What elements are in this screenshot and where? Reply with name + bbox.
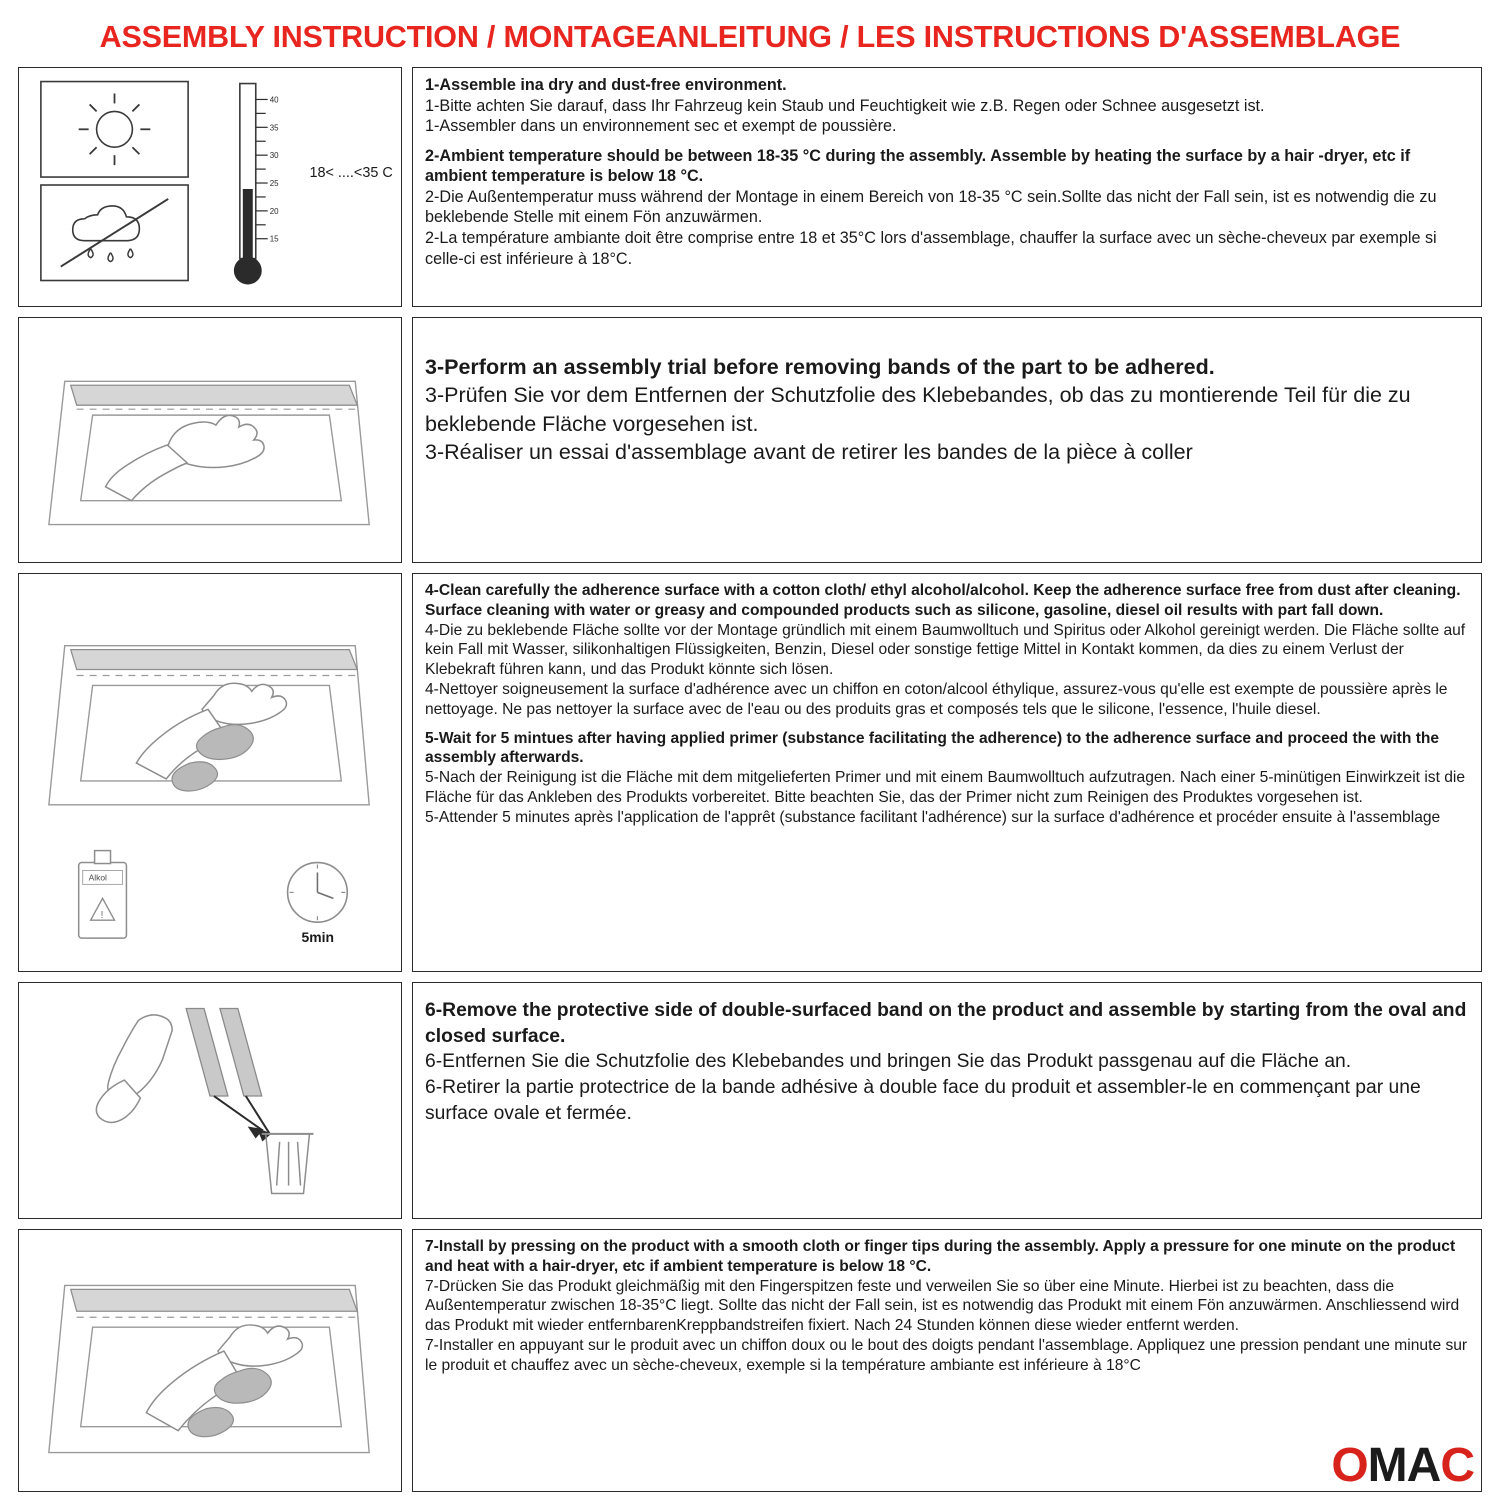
figure-assembly-trial [18,317,402,563]
text-step-6 [412,982,1482,1219]
svg-text:20: 20 [269,206,279,216]
step-6-line-2: 6-Entfernen Sie die Schutzfolie des Klebebandes und bringen Sie das Produkt passgenau auf die Fläche an. [425,1051,1352,1073]
step-4-line-2: 4-Die zu beklebende Fläche sollte vor der Montage gründlich mit einem Baumwolltuch und Spiritus oder Alkohol gereinigt werden. Die Fläche sollte auf kein Fall mit Wasser, silikonhaltigen Flüssigkeiten, Benzin, Diesel oder sonstige fettige Mittel in Kontakt kommen, da dies zu einem Verlust der Klebekraft führen kann, und das Produkt könnte sich lösen. [425,621,1466,679]
step-7-line-2: 7-Drücken Sie das Produkt gleichmäßig mit den Fingerspitzen feste und verweilen Sie so über eine Minute. Hierbei ist zu beachten, dass die Außentemperatur zwischen 18-35°C liegt. Sollte das nicht der Fall sein, ist es notwendig das Produkt mit einem Fön anzuwärmen. Anschliessend wird das Produkt mit wieder entfernbarenKreppbandstreifen fixiert. Nach 24 Stunden können diese wieder entfernt werden. [425,1277,1460,1335]
figure-assembly-trial-svg [19,318,401,562]
step-5-line-3: 5-Attender 5 minutes après l'application de l'apprêt (substance facilitant l'adhérence) sur la surface d'adhérence et procéder ensuite à l'assemblage [425,808,1441,826]
omac-logo [1331,1439,1474,1492]
svg-text:35: 35 [269,123,279,133]
instruction-rows [18,67,1482,1492]
instruction-row-4 [18,982,1482,1219]
figure-environment-temperature-svg [19,68,401,306]
temperature-range-label: 18< ....<35 C [309,165,393,182]
figure-press-product [18,1229,402,1492]
text-steps-4-5 [412,573,1482,972]
figure-cleaning-primer [18,573,402,972]
instruction-row-3 [18,573,1482,972]
step-5-line-1: 5-Wait for 5 mintues after having applied primer (substance facilitating the adherence) to the adherence surface and proceed the with the assembly afterwards. [425,729,1440,767]
svg-text:!: ! [100,910,104,922]
text-steps-1-2 [412,67,1482,307]
step-3-line-2: 3-Prüfen Sie vor dem Entfernen der Schutzfolie des Klebebandes, ob das zu montierende Teil für die zu beklebende Fläche vorgesehen ist. [425,383,1411,436]
step-1-line-1: 1-Assemble ina dry and dust-free environment. [425,76,787,94]
alcohol-bottle-icon [79,851,127,939]
svg-text:25: 25 [269,179,279,189]
instruction-row-5 [18,1229,1482,1492]
alcohol-bottle-label: Alkol [88,872,107,883]
thermometer-icon [234,84,279,285]
instruction-row-2 [18,317,1482,563]
svg-text:40: 40 [269,95,279,105]
figure-cleaning-primer-svg [19,574,401,971]
instruction-row-1 [18,67,1482,307]
step-6-line-1: 6-Remove the protective side of double-surfaced band on the product and assemble by starting from the oval and closed surface. [425,1000,1467,1047]
step-1-line-2: 1-Bitte achten Sie darauf, dass Ihr Fahrzeug kein Staub und Feuchtigkeit wie z.B. Regen oder Schnee ausgesetzt ist. [425,96,1265,115]
step-4-line-3: 4-Nettoyer soigneusement la surface d'adhérence avec un chiffon en coton/alcool éthylique, assurez-vous qu'elle est exempte de poussière après le nettoyage. Ne pas nettoyer la surface avec de l'eau ou des produits gras et composés tels que le silicone, l'essence, l'huile diesel. [425,680,1448,718]
step-2-line-3: 2-La température ambiante doit être comprise entre 18 et 35°C lors d'assemblage, chauffer la surface avec un sèche-cheveux par exemple si celle-ci est inférieure à 18°C. [425,228,1437,268]
step-2-line-1: 2-Ambient temperature should be between 18-35 °C during the assembly. Assemble by heating the surface by a hair -dryer, etc if ambient temperature is below 18 °C. [425,146,1411,186]
step-7-line-1: 7-Install by pressing on the product with a smooth cloth or finger tips during the assembly. Apply a pressure for one minute on the product and heat with a hair-dryer, etc if ambient temperature is below 18 °C. [425,1238,1456,1275]
step-2-line-2: 2-Die Außentemperatur muss während der Montage in einem Bereich von 18-35 °C sein.Sollte das nicht der Fall sein, ist es notwendig die zu beklebende Stelle mit einem Fön anzuwärmen. [425,187,1437,227]
svg-text:30: 30 [269,151,279,161]
timer-label: 5min [301,929,334,946]
logo-letter-o: O [1331,1439,1368,1492]
text-step-3 [412,317,1482,563]
step-4-line-1: 4-Clean carefully the adherence surface with a cotton cloth/ ethyl alcohol/alcohol. Keep the adherence surface free from dust after cleaning. Surface cleaning with water or greasy and compounded products such as silicone, gasoline, diesel oil results with part fall down. [425,582,1461,619]
step-7-line-3: 7-Installer en appuyant sur le produit avec un chiffon doux ou le bout des doigts pendant l'assemblage. Appliquez une pression pendant une minute sur le produit et chauffez avec un sèche-cheveux, exemple si la température ambiante est inférieure à 18°C [425,1336,1468,1374]
step-3-line-3: 3-Réaliser un essai d'assemblage avant de retirer les bandes de la pièce à coller [425,440,1193,465]
step-3-line-1: 3-Perform an assembly trial before removing bands of the part to be adhered. [425,355,1215,379]
figure-remove-liner [18,982,402,1219]
text-step-7 [412,1229,1482,1492]
step-6-line-3: 6-Retirer la partie protectrice de la bande adhésive à double face du produit et assembler-le en commençant par une surface ovale et fermée. [425,1076,1421,1124]
step-5-line-2: 5-Nach der Reinigung ist die Fläche mit dem mitgelieferten Primer und mit einem Baumwolltuch aufzutragen. Nach einer 5-minütigen Einwirkzeit ist die Fläche für das Ankleben des Produkts vorbereitet. Bitte beachten Sie, das der Primer nicht zum Reinigen des Produktes vorgesehen ist. [425,769,1466,806]
logo-letter-a: A [1406,1439,1441,1492]
figure-environment-temperature [18,67,402,307]
page-title: ASSEMBLY INSTRUCTION / MONTAGEANLEITUNG / LES INSTRUCTIONS D'ASSEMBLAGE [99,20,1401,54]
logo-letter-c: C [1440,1439,1474,1492]
svg-text:15: 15 [269,234,279,244]
figure-remove-liner-svg [19,983,401,1218]
timer-icon [288,863,348,946]
logo-letter-m: M [1367,1439,1407,1492]
step-1-line-3: 1-Assembler dans un environnement sec et exempt de poussière. [425,117,897,136]
figure-press-product-svg [19,1230,401,1491]
